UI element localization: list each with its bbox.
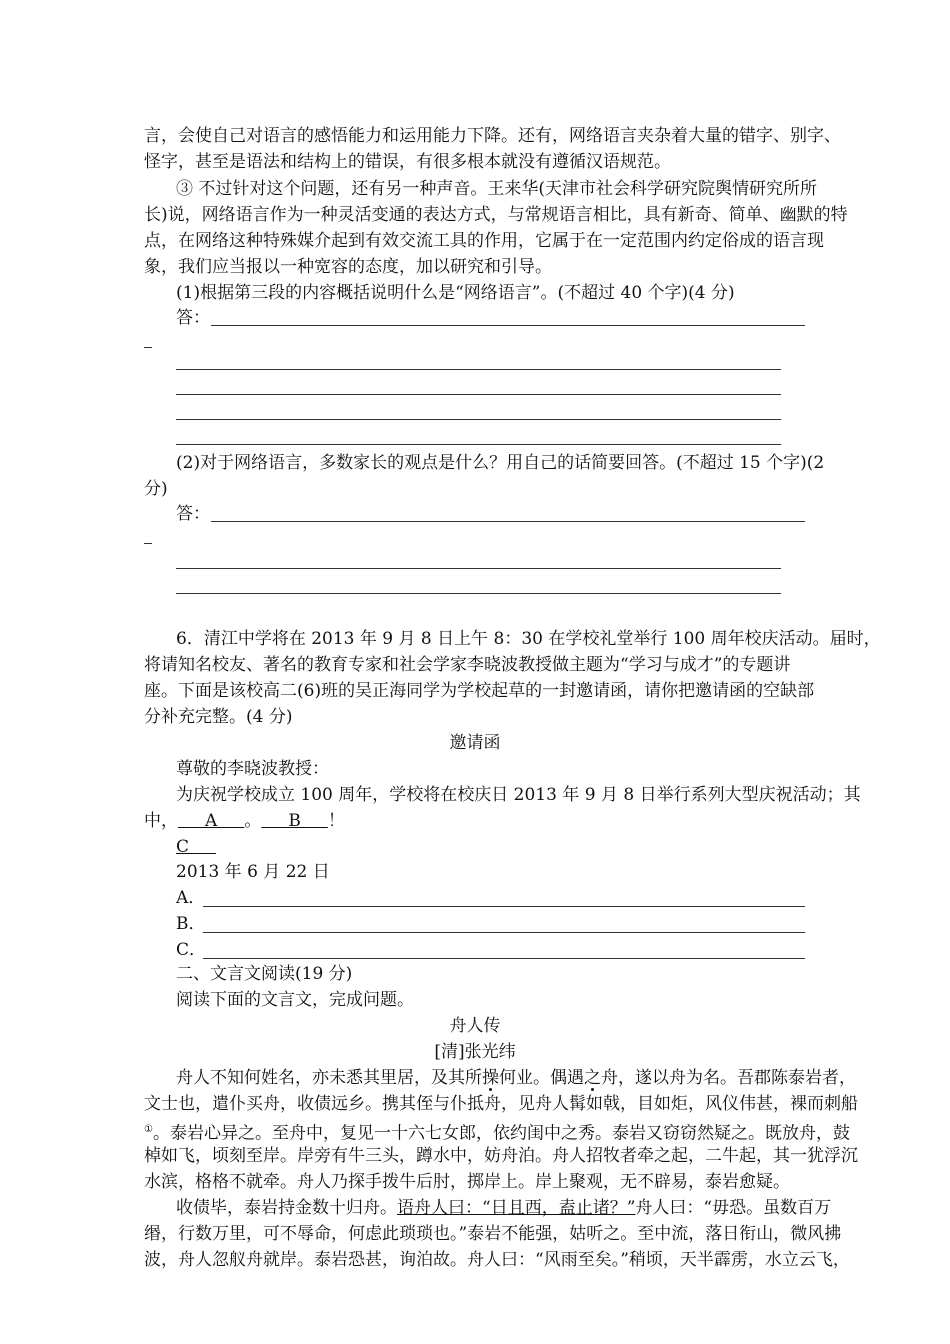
classical-line: 文士也，遣仆买舟，收债远乡。携其侄与仆抵舟，见舟人髯如戟，目如炬，风仪伟甚，裸而刺船 — [144, 1094, 858, 1114]
answer-line[interactable] — [211, 325, 805, 326]
classical-line: 波，舟人忽舣舟就岸。泰岩恐甚，询泊故。舟人曰：“风雨至矣。”稍顷，天半霹雳，水立云飞， — [144, 1250, 850, 1270]
text-span: 舟，遂以舟为名。吾郡陈泰岩者， — [601, 1068, 856, 1088]
section-instruction: 阅读下面的文言文，完成问题。 — [176, 990, 414, 1010]
letter-salutation: 尊敬的李晓波教授： — [176, 759, 329, 779]
text-span: 。泰岩心异之。至舟中，复见一十六七女郎，依约闺中之秀。泰岩又窃窃然疑之。既放舟，鼓 — [152, 1123, 850, 1144]
option-c-line[interactable] — [203, 958, 805, 959]
answer-line[interactable] — [176, 419, 781, 420]
text-title: 舟人传 — [449, 1016, 501, 1036]
answer-line[interactable] — [211, 521, 805, 522]
text-span: 收债毕，泰岩持金数十归舟。 — [176, 1198, 397, 1218]
answer-line-dash — [144, 543, 152, 544]
blank-c[interactable]: C — [176, 837, 217, 857]
question-6-line: 将请知名校友、著名的教育专家和社会学家李晓波教授做主题为“学习与成才”的专题讲 — [144, 655, 791, 675]
answer-label: 答： — [176, 504, 210, 524]
answer-line[interactable] — [176, 369, 781, 370]
text-span: 舟人曰：“毋恐。虽数百万 — [635, 1198, 832, 1218]
classical-line: 棹如飞，顷刻至岸。岸旁有牛三头，蹲水中，妨舟泊。舟人招牧者牵之起，二牛起，其一犹浮沉 — [144, 1146, 858, 1166]
footnote-marker: ① — [144, 1124, 153, 1135]
letter-body-blanks — [144, 809, 345, 833]
text-span: 舟人不知何姓名，亦未悉其里居，及其所 — [176, 1068, 482, 1088]
question-5-1: (1)根据第三段的内容概括说明什么是“网络语言”。(不超过 40 个字)(4 分) — [176, 283, 735, 303]
emphasis-char: 操 — [482, 1068, 499, 1088]
question-6-line: 分补充完整。(4 分) — [144, 707, 293, 727]
option-b-line[interactable] — [203, 932, 805, 933]
option-b-label: B． — [176, 914, 206, 934]
letter-title: 邀请函 — [449, 733, 501, 753]
question-6-line: 座。下面是该校高二(6)班的吴正海同学为学校起草的一封邀请函，请你把邀请函的空缺部 — [144, 681, 815, 701]
letter-date: 2013 年 6 月 22 日 — [176, 862, 330, 882]
blank-b[interactable]: B — [261, 811, 328, 831]
emphasis-char: 之 — [584, 1068, 601, 1088]
passage-line: 点，在网络这种特殊媒介起到有效交流工具的作用，它属于在一定范围内约定俗成的语言现 — [144, 231, 824, 251]
text-span: 何业。偶遇 — [499, 1068, 584, 1088]
answer-line-dash — [144, 347, 152, 348]
passage-line: 长)说，网络语言作为一种灵活变通的表达方式，与常规语言相比，具有新奇、简单、幽默的特 — [144, 205, 848, 225]
question-5-2-cont: 分) — [144, 479, 168, 499]
passage-paragraph-3: ③ 不过针对这个问题，还有另一种声音。王来华(天津市社会科学研究院舆情研究所所 — [176, 179, 818, 199]
section-heading: 二、文言文阅读(19 分) — [176, 964, 353, 984]
passage-line: 怪字，甚至是语法和结构上的错误，有很多根本就没有遵循汉语规范。 — [144, 152, 671, 172]
question-6: 6．清江中学将在 2013 年 9 月 8 日上午 8：30 在学校礼堂举行 100 周年校庆活动。届时， — [176, 629, 881, 649]
classical-line: 水滨，格格不就牵。舟人乃探手拨牛后肘，掷岸上。岸上聚观，无不辟易，泰岩愈疑。 — [144, 1172, 790, 1192]
passage-line: 言，会使自己对语言的感悟能力和运用能力下降。还有，网络语言夹杂着大量的错字、别字、 — [144, 126, 841, 146]
answer-line[interactable] — [176, 568, 781, 569]
option-c-label: C． — [176, 940, 207, 960]
passage-line: 象，我们应当报以一种宽容的态度，加以研究和引导。 — [144, 257, 552, 277]
option-a-line[interactable] — [203, 906, 805, 907]
end-mark: ！ — [327, 811, 345, 831]
classical-line: 缗，行数万里，可不辱命，何虑此琐琐也。”泰岩不能强，姑听之。至中流，落日衔山，微风拂 — [144, 1224, 842, 1244]
letter-closing-blank — [176, 835, 216, 859]
letter-body: 为庆祝学校成立 100 周年，学校将在校庆日 2013 年 9 月 8 日举行系列大型庆祝活动；其 — [176, 785, 861, 805]
classical-paragraph-1 — [176, 1066, 856, 1090]
classical-paragraph-2 — [176, 1196, 831, 1220]
answer-label: 答： — [176, 308, 210, 328]
blank-a[interactable]: A — [178, 811, 245, 831]
underlined-sentence: 语舟人曰：“日且西，盍止诸？” — [397, 1198, 636, 1218]
text-author: [清]张光纬 — [434, 1042, 516, 1062]
letter-body-prefix: 中， — [144, 811, 178, 831]
classical-line — [144, 1118, 850, 1146]
answer-line[interactable] — [176, 444, 781, 445]
option-a-label: A． — [176, 888, 206, 908]
question-5-2: (2)对于网络语言，多数家长的观点是什么？用自己的话简要回答。(不超过 15 个字)(2 — [176, 453, 825, 473]
answer-line[interactable] — [176, 593, 781, 594]
separator: 。 — [244, 811, 262, 831]
answer-line[interactable] — [176, 394, 781, 395]
